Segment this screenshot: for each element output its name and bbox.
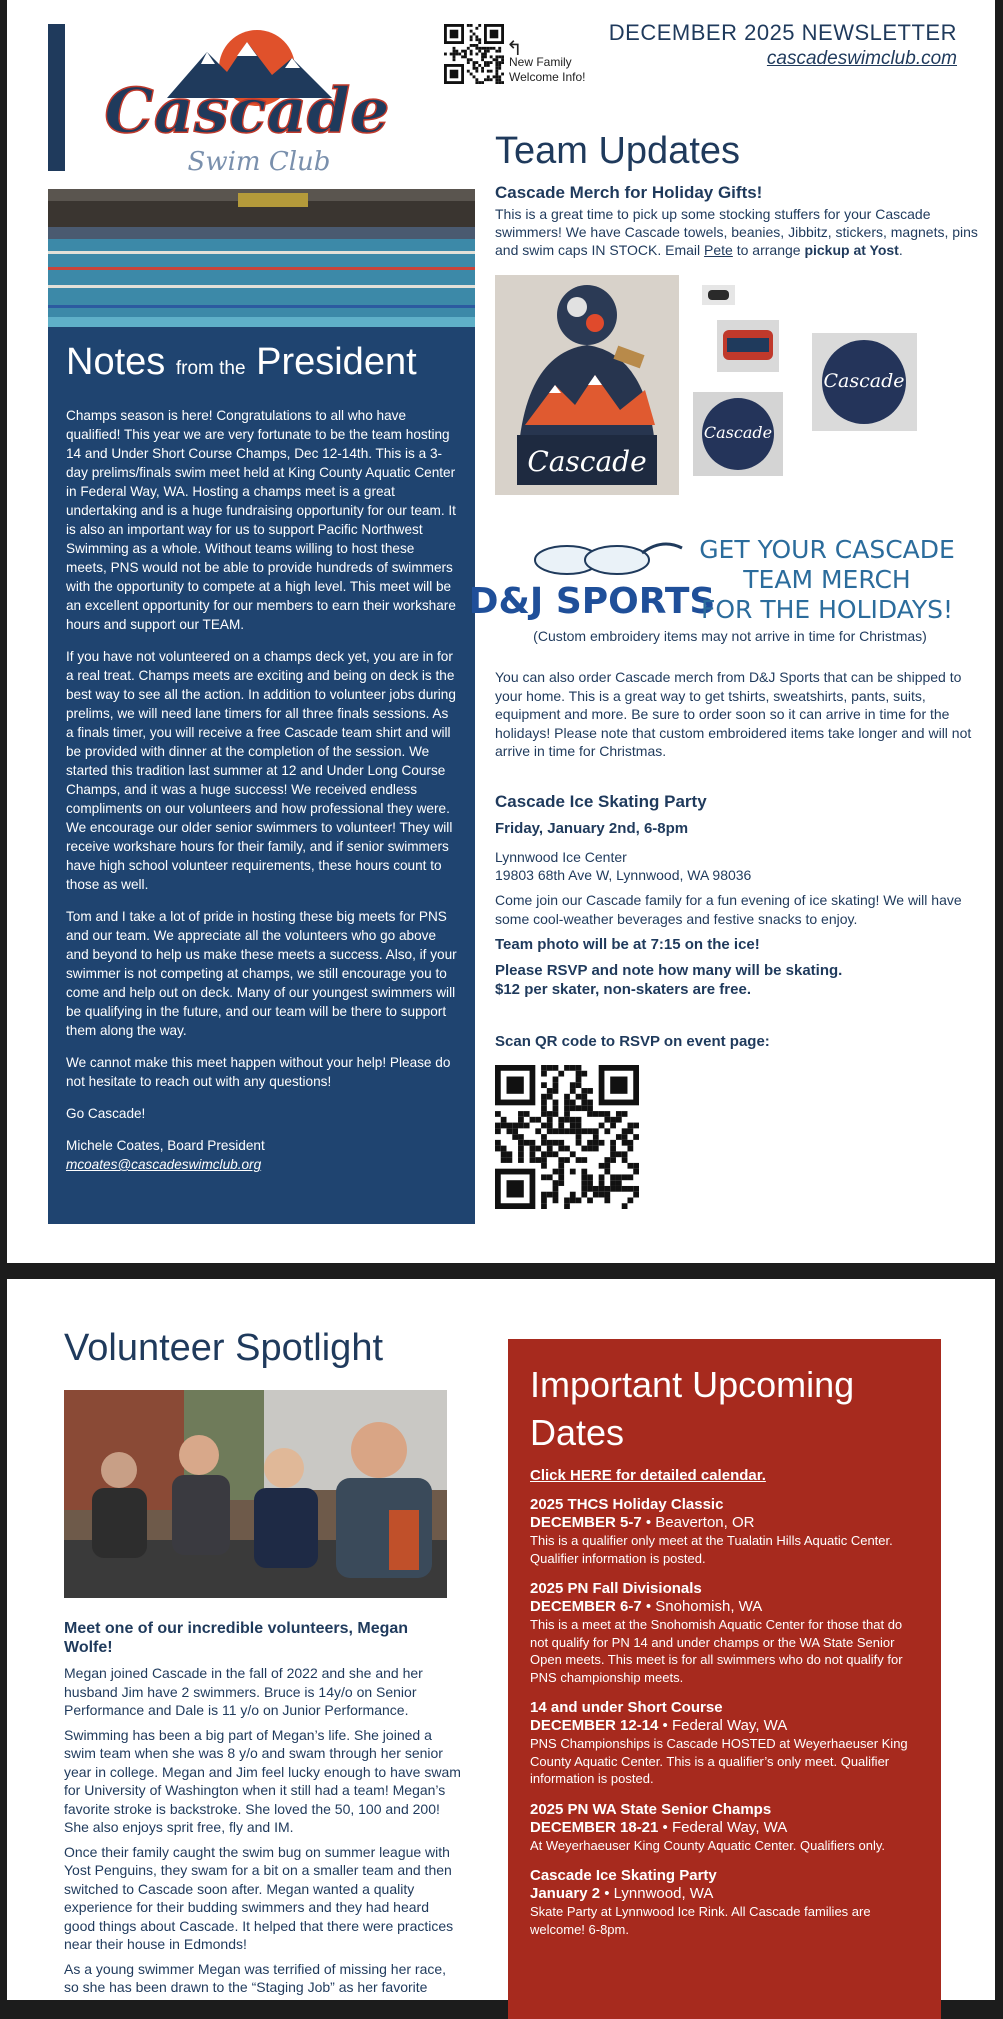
magnet-wordmark: Cascade bbox=[703, 423, 773, 442]
qr-caption-line1: New Family bbox=[509, 55, 572, 69]
event-location: • Federal Way, WA bbox=[658, 1717, 788, 1734]
event-item bbox=[530, 1699, 919, 1788]
president-notes-box bbox=[48, 327, 475, 1224]
event-name: 2025 PN Fall Divisionals bbox=[530, 1580, 702, 1597]
event-when bbox=[530, 1717, 919, 1735]
event-location: • Lynnwood, WA bbox=[600, 1885, 714, 1902]
upcoming-dates-title: Important Upcoming Dates bbox=[530, 1364, 855, 1453]
curved-arrow-icon: ↰ bbox=[506, 38, 523, 60]
president-paragraph: Champs season is here! Congratulations to all who have qualified! This year we are very fortunate to be the team hosting 14 and Under Short Course Champs, Dec 12-14th. This is a 3-day prelims/finals swim meet held at King County Aquatic Center in Federal Way, WA. Hosting a champs meet is a great undertaking and is a huge fundraising opportunity for our team. It is also an important way for us to support Pacific Northwest Swimming as a whole. Without teams willing to host these meets, PNS would not be able to provide hundreds of swimmers with the opportunity to compete at a high level. This meet will be an excellent opportunity for our members to earn their workshare hours and support our TEAM. bbox=[66, 408, 456, 632]
rsvp-note bbox=[495, 962, 842, 999]
president-title bbox=[66, 339, 457, 392]
jibbitz-photo bbox=[717, 320, 779, 372]
event-description: This is a qualifier only meet at the Tualatin Hills Aquatic Center. Qualifier information is posted. bbox=[530, 1533, 893, 1566]
rsvp-line-1: Please RSVP and note how many will be skating. bbox=[495, 962, 843, 979]
ad-line-1: GET YOUR CASCADE bbox=[699, 535, 955, 564]
event-dates: DECEMBER 6-7 bbox=[530, 1598, 642, 1615]
magnet-photo bbox=[693, 392, 783, 476]
qr-caption-line2: Welcome Info! bbox=[509, 70, 586, 84]
rsvp-line-2: $12 per skater, non-skaters are free. bbox=[495, 980, 751, 998]
event-list bbox=[530, 1496, 919, 1938]
team-updates-title: Team Updates bbox=[495, 130, 741, 172]
embroidery-note: (Custom embroidery items may not arrive in time for Christmas) bbox=[533, 628, 927, 644]
president-signature: Michele Coates, Board President bbox=[66, 1138, 265, 1153]
website-link[interactable]: cascadeswimclub.com bbox=[766, 48, 957, 69]
merch-text bbox=[495, 205, 985, 259]
venue-name: Lynnwood Ice Center bbox=[495, 849, 627, 865]
event-when bbox=[530, 1514, 919, 1532]
event-name: 14 and under Short Course bbox=[530, 1699, 723, 1716]
email-pete-link[interactable]: Pete bbox=[704, 242, 733, 258]
event-item bbox=[530, 1580, 919, 1686]
new-family-qr-code[interactable] bbox=[444, 24, 504, 84]
beanie-wordmark: Cascade bbox=[527, 445, 647, 478]
event-description: Skate Party at Lynnwood Ice Rink. All Cascade families are welcome! 6-8pm. bbox=[530, 1904, 871, 1937]
dj-sports-text: You can also order Cascade merch from D&J Sports that can be shipped to your home. This is a great way to get tshirts, sweatshirts, pants, suits, equipment and more. Be sure to order soon so it can arrive in time for the holidays! Please note that custom embroidered items take longer and will not arrive in time for Christmas. bbox=[495, 669, 972, 759]
ad-line-3: FOR THE HOLIDAYS! bbox=[700, 595, 954, 624]
event-item bbox=[530, 1496, 919, 1567]
cascade-logo bbox=[97, 20, 397, 180]
upcoming-dates-box bbox=[508, 1339, 941, 2019]
volunteer-body bbox=[64, 1664, 464, 2003]
event-location: • Beaverton, OR bbox=[641, 1514, 755, 1531]
skating-date: Friday, January 2nd, 6-8pm bbox=[495, 820, 689, 837]
president-paragraph: If you have not volunteered on a champs deck yet, you are in for a real treat. Champs meets are exciting and being on deck is the best way to see all the action. In addition to volunteer jobs during prelims, we will need lane timers for all three finals sessions. As a finals timer, you will receive a free Cascade team shirt and will be provided with dinner at the completion of the session. We started this tradition last summer at 12 and Under Long Course Champs, and it was a huge success! We received endless compliments on our volunteers and how professional they were. We encourage our older senior swimmers to volunteer! They will receive workshare hours for their family, and if senior swimmers have high school volunteer requirements, these hours count to those as well. bbox=[66, 649, 456, 892]
sticker-photo bbox=[812, 333, 917, 431]
pool-photo bbox=[48, 189, 475, 327]
president-paragraph: Tom and I take a lot of pride in hosting these big meets for PNS and our team. We appreciate all the volunteers who go above and beyond to help us make these meets a success. Also, if your swimmer is not competing at champs, we still encourage you to come and help out on deck. Many of our youngest swimmers will be qualifying in the future, and our team will be there to support them along the way. bbox=[66, 909, 457, 1038]
rsvp-qr-code[interactable] bbox=[495, 1065, 639, 1209]
newsletter-page-1 bbox=[7, 0, 995, 1263]
title-word-president: President bbox=[256, 341, 417, 383]
sticker-wordmark: Cascade bbox=[823, 370, 905, 392]
event-name: Cascade Ice Skating Party bbox=[530, 1867, 717, 1884]
skating-heading: Cascade Ice Skating Party bbox=[495, 792, 707, 811]
event-location: • Federal Way, WA bbox=[658, 1818, 788, 1836]
event-description: PNS Championships is Cascade HOSTED at Weyerhaeuser King County Aquatic Center. This is a qualifier’s only meet. Qualifier information is posted. bbox=[530, 1736, 908, 1786]
event-name: 2025 PN WA State Senior Champs bbox=[530, 1800, 772, 1818]
logo-subtext: Swim Club bbox=[187, 147, 331, 177]
accent-bar bbox=[48, 24, 65, 171]
event-item bbox=[530, 1801, 919, 1855]
volunteer-heading: Meet one of our incredible volunteers, Megan Wolfe! bbox=[64, 1620, 409, 1656]
merch-heading: Cascade Merch for Holiday Gifts! bbox=[495, 183, 763, 202]
pin-photo bbox=[702, 285, 735, 305]
dj-sports-ad[interactable] bbox=[468, 528, 972, 624]
merch-text-part: This is a great time to pick up some stocking stuffers for your Cascade swimmers! We have Cascade towels, beanies, Jibbitz, stickers, magnets, pins and swim caps IN STOCK. Email bbox=[495, 206, 978, 258]
ad-line-2: TEAM MERCH bbox=[743, 565, 911, 594]
newsletter-title: DECEMBER 2025 NEWSLETTER bbox=[608, 20, 957, 45]
volunteer-paragraph: As a young swimmer Megan was terrified of missing her race, so she has been drawn to the “Staging Job” as her favorite bbox=[64, 1960, 447, 1995]
event-dates: DECEMBER 12-14 bbox=[530, 1717, 659, 1734]
qr-caption bbox=[509, 55, 619, 85]
team-photo-note: Team photo will be at 7:15 on the ice! bbox=[495, 936, 760, 953]
title-word-notes: Notes bbox=[66, 341, 166, 383]
event-dates: DECEMBER 5-7 bbox=[530, 1514, 642, 1531]
venue-address: 19803 68th Ave W, Lynnwood, WA 98036 bbox=[495, 867, 752, 883]
president-paragraph: Go Cascade! bbox=[66, 1106, 146, 1121]
logo-wordmark: Cascade bbox=[104, 74, 390, 147]
event-description: At Weyerhaeuser King County Aquatic Center. Qualifiers only. bbox=[530, 1837, 886, 1853]
volunteer-family-photo bbox=[64, 1390, 447, 1598]
title-word-from-the: from the bbox=[175, 358, 246, 379]
event-location: • Snohomish, WA bbox=[641, 1598, 763, 1615]
merch-text-part: . bbox=[898, 242, 903, 258]
event-description: This is a meet at the Snohomish Aquatic Center for those that do not qualify for PN 14 and under champs or the WA State Senior Open meets. This meet is for all swimmers who do not qualify for PNS championship meets. bbox=[530, 1617, 903, 1685]
volunteer-paragraph: Swimming has been a big part of Megan’s life. She joined a swim team when she was 8 y/o and swam through her senior year in college. Megan and Jim feel lucky enough to have swam for University of Washington when it still had a team! Megan’s favorite stroke is backstroke. She loved the 50, 100 and 200! She also enjoys sprit free, fly and IM. bbox=[64, 1726, 461, 1835]
newsletter-page-2 bbox=[7, 1279, 995, 2000]
volunteer-spotlight-title: Volunteer Spotlight bbox=[64, 1327, 384, 1369]
event-when bbox=[530, 1598, 919, 1616]
event-name: 2025 THCS Holiday Classic bbox=[530, 1496, 724, 1513]
event-when bbox=[530, 1819, 919, 1837]
volunteer-paragraph: Megan joined Cascade in the fall of 2022 and she and her husband Jim have 2 swimmers. Bruce is 14y/o on Senior Performance and Dale is 11 y/o on Junior Performance. bbox=[64, 1665, 423, 1718]
dj-sports-logo: D&J SPORTS bbox=[468, 581, 716, 622]
skating-description: Come join our Cascade family for a fun evening of ice skating! We will have some cool-weather beverages and festive snacks to enjoy. bbox=[495, 892, 962, 927]
president-body bbox=[66, 406, 457, 1174]
president-email-link[interactable]: mcoates@cascadeswimclub.org bbox=[66, 1157, 262, 1172]
merch-text-part: to arrange bbox=[732, 242, 805, 258]
calendar-link[interactable]: Click HERE for detailed calendar. bbox=[530, 1467, 766, 1484]
scan-qr-note: Scan QR code to RSVP on event page: bbox=[495, 1033, 770, 1050]
volunteer-paragraph: Once their family caught the swim bug on summer league with Yost Penguins, they swam for a bit on a smaller team and then switched to Cascade soon after. Megan wanted a quality experience for their budding swimmers and they had heard good things about Cascade. It helped that there were practices near their house in Edmonds! bbox=[64, 1843, 454, 1952]
beanie-photo bbox=[495, 275, 679, 495]
president-paragraph: We cannot make this meet happen without your help! Please do not hesitate to reach out with any questions! bbox=[66, 1055, 451, 1089]
merch-pickup-bold: pickup at Yost bbox=[804, 242, 899, 258]
event-dates: January 2 bbox=[530, 1885, 601, 1902]
event-dates: DECEMBER 18-21 bbox=[530, 1818, 659, 1836]
skating-venue bbox=[495, 848, 751, 884]
event-when bbox=[530, 1885, 919, 1903]
event-item bbox=[530, 1867, 919, 1938]
